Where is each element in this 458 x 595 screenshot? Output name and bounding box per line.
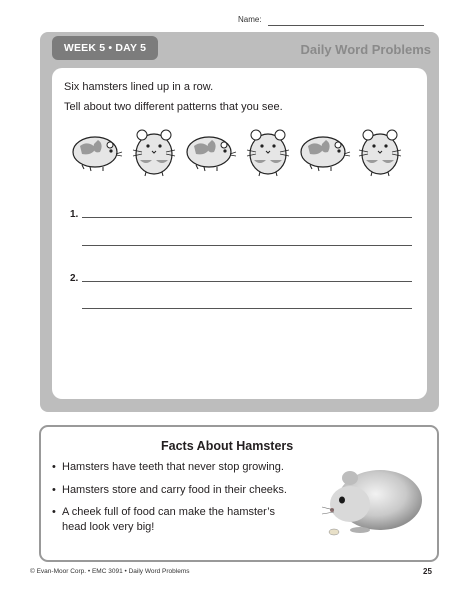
prompt-line-2: Tell about two different patterns that you see. <box>64 101 283 113</box>
hamster-side-view-3 <box>301 137 350 171</box>
facts-title: Facts About Hamsters <box>161 439 294 453</box>
week-day-label: WEEK 5 • DAY 5 <box>63 42 147 54</box>
hamster-pattern-illustration <box>70 124 402 178</box>
answer-line-1b[interactable] <box>82 245 412 246</box>
hamster-photo <box>320 458 426 538</box>
prompt-line-1: Six hamsters lined up in a row. <box>64 81 214 93</box>
fact-item <box>52 460 312 475</box>
hamster-side-view-1 <box>73 137 122 171</box>
answer-line-2a[interactable] <box>82 281 412 282</box>
fact-item <box>52 505 302 535</box>
fact-text: Hamsters store and carry food in their cheeks. <box>62 484 287 496</box>
answer-line-2b[interactable] <box>82 308 412 309</box>
hamster-front-view-3 <box>359 130 401 176</box>
name-label: Name: <box>238 15 262 24</box>
bullet-icon: • <box>52 484 56 496</box>
name-input-line[interactable] <box>268 25 424 26</box>
week-day-tab <box>52 36 158 60</box>
fact-item <box>52 483 312 498</box>
page-number: 25 <box>423 567 432 576</box>
bullet-icon: • <box>52 461 56 473</box>
footer-credit: © Evan-Moor Corp. • EMC 3091 • Daily Word Problems <box>30 568 190 575</box>
bullet-icon: • <box>52 506 56 518</box>
section-title: Daily Word Problems <box>300 42 431 57</box>
hamster-side-view-2 <box>187 137 236 171</box>
activity-panel <box>52 68 427 399</box>
answer-line-1a[interactable] <box>82 217 412 218</box>
hamster-front-view-1 <box>133 130 175 176</box>
answer-number-1: 1. <box>70 209 79 220</box>
fact-text: A cheek full of food can make the hamster’s head look very big! <box>62 506 275 533</box>
hamster-front-view-2 <box>247 130 289 176</box>
answer-number-2: 2. <box>70 273 79 284</box>
fact-text: Hamsters have teeth that never stop growing. <box>62 461 284 473</box>
